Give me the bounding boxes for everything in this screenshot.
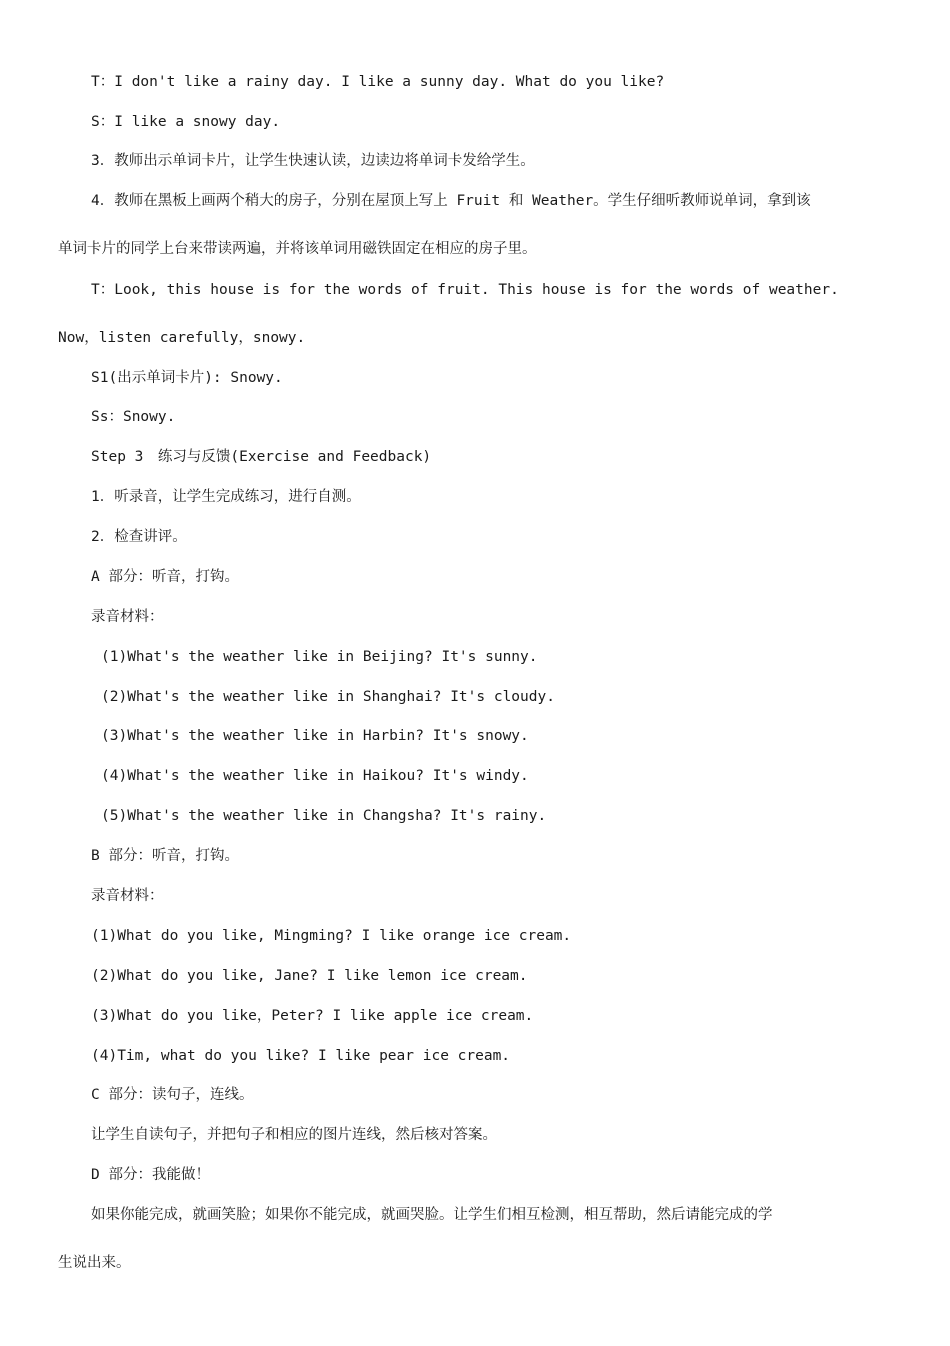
exercise-item-2: 2．检查讲评。 [91, 529, 187, 545]
part-d-instruction-line-1: 如果你能完成，就画笑脸；如果你不能完成，就画哭脸。让学生们相互检测，相互帮助，然后请能完成的学 [91, 1207, 773, 1223]
part-b-recording-4: (4)Tim, what do you like? I like pear ice cream. [91, 1048, 511, 1064]
student-1-line: S1(出示单词卡片): Snowy. [91, 370, 283, 386]
step-item-3: 3．教师出示单词卡片，让学生快速认读，边读边将单词卡发给学生。 [91, 153, 535, 169]
part-a-recording-3: (3)What's the weather like in Harbin? It's snowy. [101, 728, 529, 744]
recording-material-label: 录音材料： [91, 609, 164, 625]
part-a-recording-4: (4)What's the weather like in Haikou? It's windy. [101, 768, 529, 784]
step-3-heading: Step 3 练习与反馈(Exercise and Feedback) [91, 449, 432, 465]
step-item-4-line-1: 4．教师在黑板上画两个稍大的房子，分别在屋顶上写上 Fruit 和 Weather。学生仔细听教师说单词，拿到该 [91, 193, 811, 209]
part-d-instruction-line-2: 生说出来。 [58, 1255, 131, 1271]
part-a-recording-1: (1)What's the weather like in Beijing? It's sunny. [101, 649, 538, 665]
part-b-recording-2: (2)What do you like, Jane? I like lemon ice cream. [91, 968, 528, 984]
recording-material-label: 录音材料： [91, 888, 164, 904]
part-d-heading: D 部分：我能做！ [91, 1167, 210, 1183]
step-item-4-line-2: 单词卡片的同学上台来带读两遍，并将该单词用磁铁固定在相应的房子里。 [58, 241, 537, 257]
part-a-heading: A 部分：听音，打钩。 [91, 569, 239, 585]
dialogue-student-line: S：I like a snowy day. [91, 114, 281, 130]
dialogue-teacher-line: T：I don't like a rainy day. I like a sunny day. What do you like? [91, 74, 665, 90]
teacher-instruction-line-1: T：Look, this house is for the words of fruit. This house is for the words of weather. [91, 282, 839, 298]
teacher-instruction-line-2: Now，listen carefully，snowy. [58, 330, 306, 346]
part-b-heading: B 部分：听音，打钩。 [91, 848, 239, 864]
students-line: Ss：Snowy. [91, 409, 176, 425]
part-c-heading: C 部分：读句子，连线。 [91, 1087, 254, 1103]
exercise-item-1: 1．听录音，让学生完成练习，进行自测。 [91, 489, 361, 505]
part-b-recording-3: (3)What do you like，Peter? I like apple ice cream. [91, 1008, 534, 1024]
part-a-recording-2: (2)What's the weather like in Shanghai? It's cloudy. [101, 689, 555, 705]
part-a-recording-5: (5)What's the weather like in Changsha? It's rainy. [101, 808, 547, 824]
part-b-recording-1: (1)What do you like, Mingming? I like orange ice cream. [91, 928, 572, 944]
part-c-instruction: 让学生自读句子，并把句子和相应的图片连线，然后核对答案。 [91, 1127, 497, 1143]
